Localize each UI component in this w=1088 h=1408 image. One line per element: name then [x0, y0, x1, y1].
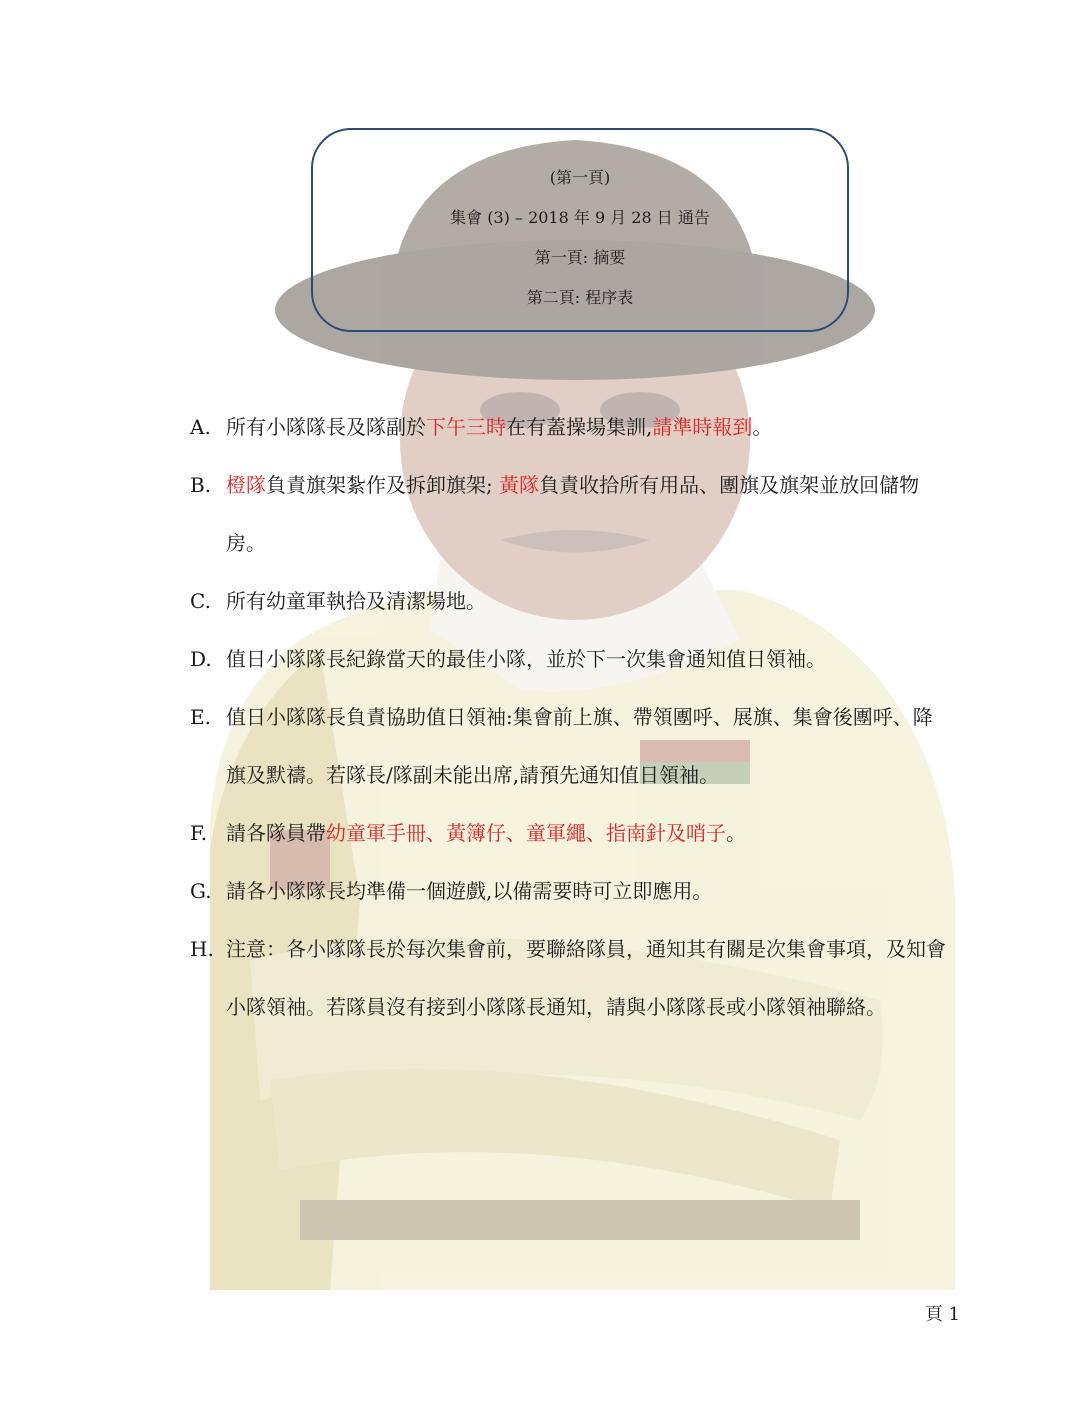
item-text-segment: 。	[752, 415, 773, 439]
item-marker: A.	[190, 415, 211, 439]
page-title: 集會 (3) – 2018 年 9 月 28 日 通告	[450, 208, 710, 227]
item-marker: G.	[190, 879, 212, 903]
notice-item	[190, 688, 970, 804]
item-text-segment: 負責旗架紮作及拆卸旗架;	[266, 473, 500, 497]
item-text	[226, 572, 946, 630]
item-text-segment: 在有蓋操場集訓,	[506, 415, 653, 439]
page-label: (第一頁)	[549, 168, 611, 187]
highlighted-text: 請準時報到	[652, 415, 753, 439]
item-marker: H.	[190, 937, 214, 961]
highlighted-text: 下午三時	[426, 415, 506, 439]
header-box	[311, 128, 849, 332]
notice-item	[190, 920, 970, 1036]
notice-list	[190, 398, 970, 1036]
item-text-segment: 值日小隊隊長紀錄當天的最佳小隊，並於下一次集會通知值日領袖。	[226, 647, 826, 671]
item-text-segment: 所有幼童軍執拾及清潔場地。	[226, 589, 486, 613]
item-marker: F.	[190, 821, 208, 845]
item-text-segment: 注意：各小隊隊長於每次集會前，要聯絡隊員，通知其有關是次集會事項，及知會小隊領袖。若隊員沒有接到小隊隊長通知，請與小隊隊長或小隊領袖聯絡。	[226, 937, 946, 1019]
notice-item	[190, 398, 970, 456]
item-text-segment: 所有小隊隊長及隊副於	[226, 415, 426, 439]
item-text	[226, 804, 946, 862]
highlighted-text: 橙隊	[226, 473, 266, 497]
summary-line-2: 第二頁: 程序表	[526, 288, 634, 307]
item-text	[226, 688, 946, 804]
item-text-segment: 請各隊員帶	[226, 821, 326, 845]
item-marker: B.	[190, 473, 212, 497]
page-number: 頁 1	[924, 1304, 960, 1325]
item-text	[226, 456, 946, 572]
item-text	[226, 630, 946, 688]
item-text-segment: 請各小隊隊長均準備一個遊戲,以備需要時可立即應用。	[226, 879, 713, 903]
notice-item	[190, 630, 970, 688]
item-marker: E.	[190, 705, 211, 729]
notice-item	[190, 804, 970, 862]
item-marker: C.	[190, 589, 211, 613]
item-text	[226, 862, 946, 920]
item-text	[226, 398, 946, 456]
notice-item	[190, 572, 970, 630]
item-text-segment: 負責收拾所有用品、團旗及旗架並放回儲物房。	[226, 473, 920, 555]
item-marker: D.	[190, 647, 212, 671]
highlighted-text: 幼童軍手冊、黃簿仔、童軍繩、指南針及哨子	[326, 821, 726, 845]
item-text-segment: 值日小隊隊長負責協助值日領袖:集會前上旗、帶領團呼、展旗、集會後團呼、降旗及默禱。若隊長/隊副未能出席,請預先通知值日領袖。	[226, 705, 933, 787]
highlighted-text: 黃隊	[499, 473, 540, 497]
item-text-segment: 。	[726, 821, 746, 845]
summary-line-1: 第一頁: 摘要	[534, 248, 626, 267]
notice-item	[190, 862, 970, 920]
notice-item	[190, 456, 970, 572]
item-text	[226, 920, 946, 1036]
